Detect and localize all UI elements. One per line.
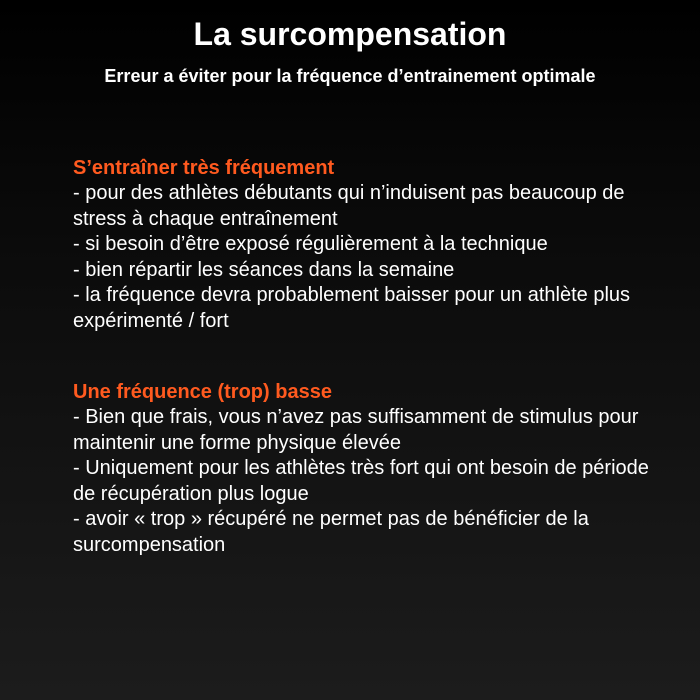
bullet-item: - si besoin d’être exposé régulièrement à la technique: [73, 233, 548, 255]
bullet-list: [73, 405, 673, 558]
slide-title: La surcompensation: [193, 16, 507, 52]
bullet-item: - pour des athlètes débutants qui n’induisent pas beaucoup de stress à chaque entraînement: [73, 182, 625, 230]
bullet-item: - la fréquence devra probablement baisser pour un athlète plus expérimenté / fort: [73, 284, 631, 332]
section-heading: Une fréquence (trop) basse: [73, 381, 332, 403]
bullet-list: [73, 181, 673, 334]
section-heading: S’entraîner très fréquement: [73, 157, 335, 179]
section-frequent-training: [73, 156, 673, 334]
section-low-frequency: [73, 380, 673, 558]
bullet-item: - Bien que frais, vous n’avez pas suffisamment de stimulus pour maintenir une forme physique élevée: [73, 406, 639, 454]
bullet-item: - avoir « trop » récupéré ne permet pas de bénéficier de la surcompensation: [73, 508, 589, 556]
bullet-item: - bien répartir les séances dans la semaine: [73, 258, 455, 281]
bullet-item: - Uniquement pour les athlètes très fort qui ont besoin de période de récupération plus logue: [73, 457, 649, 505]
slide-subtitle: Erreur a éviter pour la fréquence d’entrainement optimale: [104, 66, 596, 86]
